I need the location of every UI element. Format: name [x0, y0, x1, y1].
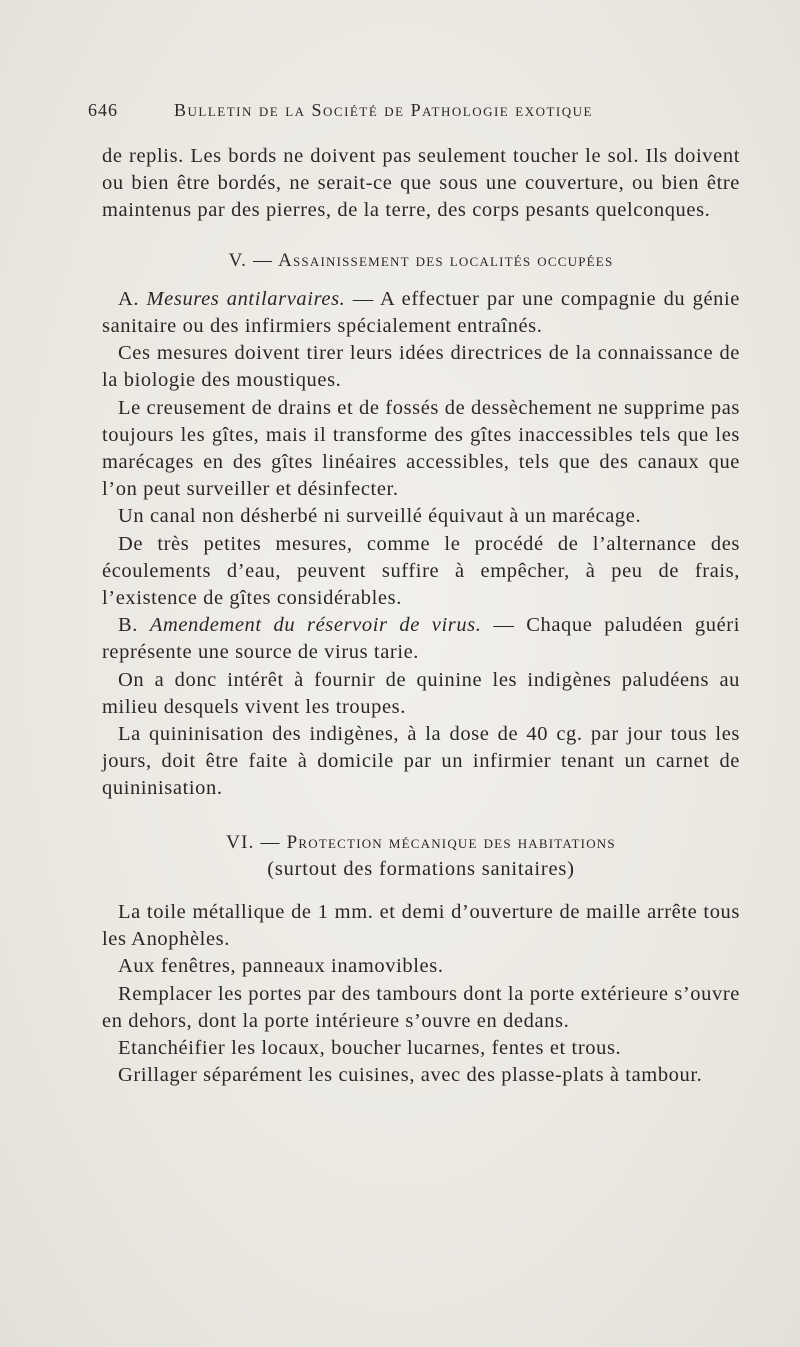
text-b: — Chaque paludéen guéri représente une source de virus tarie.	[102, 614, 740, 664]
paragraph: De très petites mesures, comme le procédé de l’alternance des écoulements d’eau, peuvent suffire à empêcher, à peu de frais, l’existence de gîtes considérables.	[102, 532, 740, 610]
paragraph-a	[102, 286, 740, 340]
paragraph: Aux fenêtres, panneaux inamovibles.	[118, 955, 444, 978]
label-a: A.	[118, 287, 140, 310]
paragraph: de replis. Les bords ne doivent pas seulement toucher le sol. Ils doivent ou bien être bordés, ne serait-ce que sous une couverture, ou bien être maintenus par des pierres, de la terre, des corps pesants quelconques.	[102, 145, 740, 222]
text-a: — A effectuer par une compagnie du génie sanitaire ou des infirmiers spécialement entraînés.	[102, 287, 740, 338]
paragraph: La toile métallique de 1 mm. et demi d’ouverture de maille arrête tous les Anophèles.	[102, 901, 740, 951]
paragraph: Le creusement de drains et de fossés de dessèchement ne supprime pas toujours les gîtes, mais il transforme des gîtes inaccessibles tels que les marécages en des gîtes linéaires accessibles, tels que des canaux que l’on peut surveiller et désinfecter.	[102, 396, 740, 501]
title-b: Amendement du réservoir de virus.	[149, 614, 482, 637]
section-subheading: (surtout des formations sanitaires)	[267, 857, 575, 880]
paragraph-b	[102, 612, 740, 666]
paragraph: On a donc intérêt à fournir de quinine les indigènes paludéens au milieu desquels vivent les troupes.	[102, 668, 740, 718]
paragraph: Ces mesures doivent tirer leurs idées directrices de la connaissance de la biologie des moustiques.	[102, 342, 740, 392]
paragraph: Grillager séparément les cuisines, avec des plasse-plats à tambour.	[118, 1064, 703, 1087]
paragraph: La quininisation des indigènes, à la dose de 40 cg. par jour tous les jours, doit être faite à domicile par un infirmier tenant un carnet de quininisation.	[102, 723, 740, 800]
section-heading-v: V. — Assainissement des localités occupées	[228, 249, 614, 271]
paragraph: Remplacer les portes par des tambours dont la porte extérieure s’ouvre en dehors, dont la porte intérieure s’ouvre en dedans.	[102, 982, 740, 1032]
label-b: B.	[118, 614, 138, 637]
title-a: Mesures antilarvaires.	[146, 287, 346, 310]
section-heading-vi: VI. — Protection mécanique des habitations	[226, 831, 616, 853]
running-title: Bulletin de la Société de Pathologie exotique	[174, 100, 593, 120]
paragraph: Etanchéifier les locaux, boucher lucarnes, fentes et trous.	[118, 1037, 622, 1060]
paragraph: Un canal non désherbé ni surveillé équivaut à un marécage.	[118, 505, 642, 528]
page-number: 646	[88, 100, 118, 120]
body-text	[102, 143, 740, 1090]
